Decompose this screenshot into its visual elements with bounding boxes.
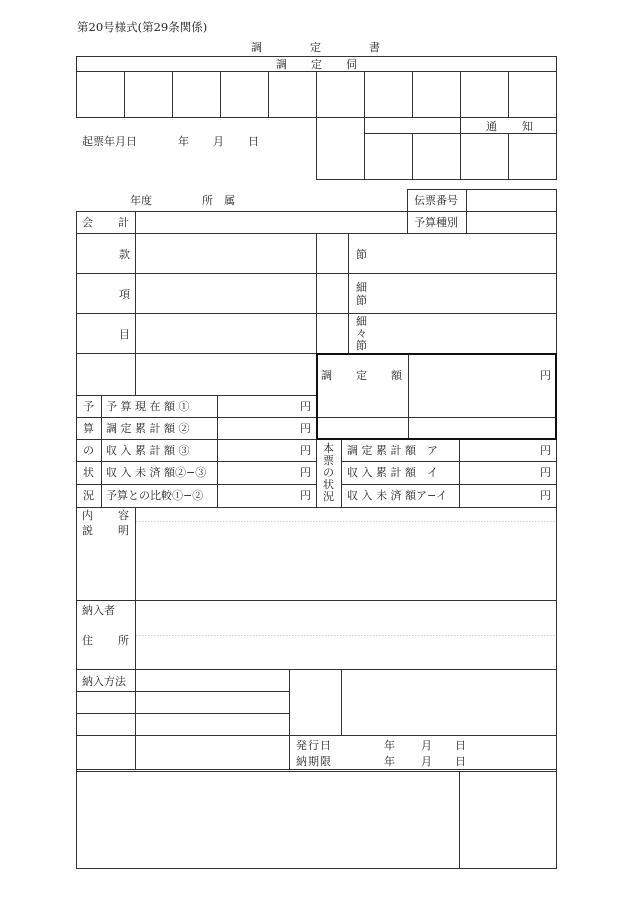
naiyo-char: 内 (82, 509, 93, 522)
jusho-char: 住 (82, 634, 93, 647)
shozoku-char: 所 (202, 194, 213, 207)
bottom-stamp-field[interactable] (460, 773, 556, 868)
saisaisetsu-char: 々 (356, 327, 367, 340)
moku-label: 目 (119, 328, 130, 341)
slip-row-yen: 円 (540, 444, 551, 457)
jusho-char: 所 (118, 634, 129, 647)
side-char: 状 (83, 466, 94, 479)
tsuchi-char: 知 (522, 120, 533, 133)
chotei-gaku-char: 額 (391, 369, 402, 382)
budget-row-yen: 円 (300, 400, 311, 413)
kaikei-char: 計 (118, 216, 129, 229)
naiyo-field[interactable] (137, 508, 555, 600)
side-char: 本 (323, 442, 334, 455)
denpyo-no-field[interactable] (467, 190, 556, 211)
naiyo-char: 容 (118, 509, 129, 522)
slip-row-label: 収 入 未 済 額ア−イ (347, 489, 448, 502)
side-char: の (323, 466, 334, 479)
ukagai-char: 調 (276, 58, 287, 71)
nouki-label: 納期限 (296, 755, 332, 768)
stamp-cell-3[interactable] (173, 72, 220, 117)
nouki-year: 年 (384, 755, 395, 768)
nouki-month: 月 (421, 755, 432, 768)
kihyo-date-label: 起票年月日 (82, 135, 137, 148)
side-char: 況 (83, 489, 94, 502)
title-char: 調 (251, 41, 262, 54)
slip-row-label: 調 定 累 計 額 ア (347, 444, 438, 457)
budget-row-yen: 円 (300, 422, 311, 435)
kihyo-month: 月 (213, 135, 224, 148)
budget-row-yen: 円 (300, 489, 311, 502)
stamp-cell-5[interactable] (269, 72, 316, 117)
hakko-label: 発行日 (296, 739, 332, 752)
slip-row-label: 収 入 累 計 額 イ (347, 466, 438, 479)
saisetsu-char: 節 (356, 294, 367, 307)
kou-label: 項 (119, 288, 130, 301)
denpyo-no-label: 伝票番号 (414, 194, 458, 207)
hakko-month: 月 (421, 739, 432, 752)
yosan-shubetsu-label: 予算種別 (414, 216, 458, 229)
saisaisetsu-char: 節 (356, 339, 367, 352)
nyunyusha-label: 納入者 (82, 604, 115, 617)
setsumei-char: 明 (118, 524, 129, 537)
saisaisetsu-char: 細 (356, 315, 367, 328)
nouki-day: 日 (455, 755, 466, 768)
ukagai-char: 伺 (346, 58, 357, 71)
stamp-cell-2[interactable] (125, 72, 172, 117)
kaikei-char: 会 (82, 216, 93, 229)
side-char: 票 (323, 454, 334, 467)
nyunyu-hoho-label: 納入方法 (82, 675, 126, 688)
side-char: 予 (83, 400, 94, 413)
title-char: 書 (369, 41, 380, 54)
chotei-gaku-yen: 円 (540, 369, 551, 382)
budget-row-yen: 円 (300, 444, 311, 457)
budget-row-label: 収 入 未 済 額②−③ (106, 466, 207, 479)
setsumei-char: 説 (82, 524, 93, 537)
chotei-gaku-char: 調 (321, 369, 332, 382)
budget-row-label: 予算との比較①−② (106, 489, 204, 502)
slip-row-yen: 円 (540, 466, 551, 479)
budget-row-label: 調 定 累 計 額 ② (106, 422, 190, 435)
side-char: の (83, 444, 94, 457)
chotei-gaku-field[interactable] (409, 355, 539, 393)
kan-label: 款 (119, 248, 130, 261)
jusho-field[interactable] (137, 637, 555, 669)
hakko-day: 日 (455, 739, 466, 752)
side-char: 状 (323, 478, 334, 491)
nyunyusha-field[interactable] (137, 602, 555, 635)
saisetsu-char: 細 (356, 281, 367, 294)
hakko-year: 年 (384, 739, 395, 752)
kihyo-year: 年 (178, 135, 189, 148)
nendo-label: 年度 (130, 194, 152, 207)
shozoku-char: 属 (224, 194, 235, 207)
kihyo-day: 日 (248, 135, 259, 148)
ukagai-char: 定 (311, 58, 322, 71)
tsuchi-char: 通 (486, 120, 497, 133)
budget-row-yen: 円 (300, 466, 311, 479)
slip-row-yen: 円 (540, 489, 551, 502)
setsu-label: 節 (356, 248, 367, 261)
bottom-notes-field[interactable] (77, 773, 459, 868)
side-char: 算 (83, 422, 94, 435)
form-number: 第20号様式(第29条関係) (77, 20, 208, 34)
side-char: 況 (323, 490, 334, 503)
budget-row-label: 収 入 累 計 額 ③ (106, 444, 190, 457)
budget-row-label: 予 算 現 在 額 ① (106, 400, 190, 413)
title-char: 定 (310, 41, 321, 54)
chotei-gaku-char: 定 (356, 369, 367, 382)
stamp-cell-4[interactable] (221, 72, 268, 117)
stamp-cell-1[interactable] (77, 72, 124, 117)
